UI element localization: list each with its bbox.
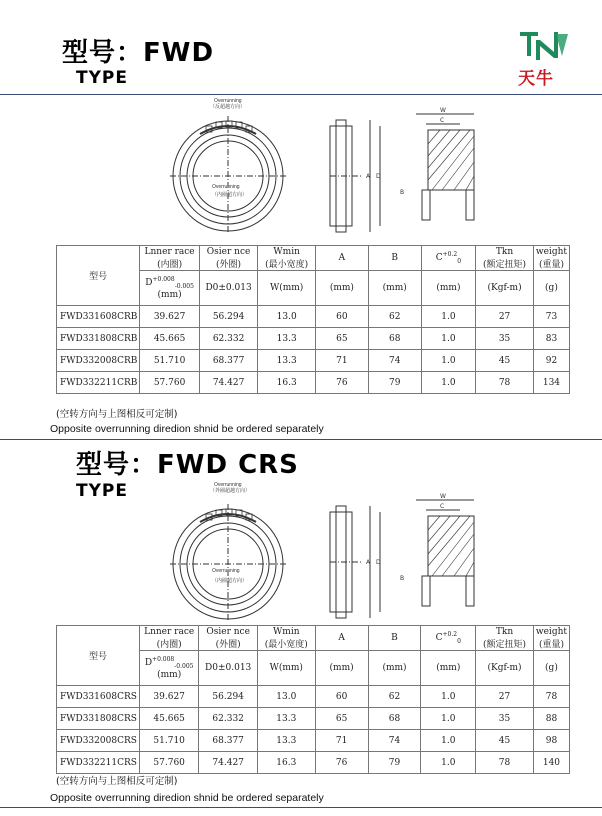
table-cell: FWD332211CRS	[57, 752, 140, 774]
table-row	[57, 328, 570, 350]
header-outer: Osier nce (外圈)	[199, 246, 257, 271]
unit-wmin: W(mm)	[257, 651, 315, 686]
header-b: B	[368, 246, 421, 271]
table-cell: FWD332008CRS	[57, 730, 140, 752]
table-cell: 74.427	[199, 372, 257, 394]
section-1-overrun-mid: Overrunning	[212, 184, 240, 190]
table-cell: 1.0	[421, 686, 476, 708]
brand-logo	[516, 26, 572, 94]
header-outer: Osier nce (外圈)	[199, 626, 258, 651]
section-1-rule	[0, 94, 602, 95]
header-a: A	[315, 246, 368, 271]
header-a: A	[315, 626, 368, 651]
table-cell: 98	[533, 730, 569, 752]
table-cell: 60	[315, 306, 368, 328]
section-2-label-b: B	[400, 575, 405, 582]
table-cell: 76	[315, 752, 368, 774]
table-cell: 74	[368, 730, 421, 752]
section-1-note-cn: (空转方向与上图相反可定制)	[56, 409, 178, 420]
table-cell: 62.332	[199, 328, 257, 350]
section-2-note-en: Opposite overrunning diredion shnid be ordered separately	[50, 792, 324, 804]
table-row	[57, 708, 570, 730]
table-cell: 68	[368, 708, 421, 730]
header-weight: weight (重量)	[533, 626, 569, 651]
section-2-label-d: D	[376, 559, 381, 566]
table-cell: FWD332211CRB	[57, 372, 140, 394]
section-2-label-a: A	[366, 559, 371, 566]
section-2-spec-table	[56, 625, 570, 774]
unit-tkn: (Kgf-m)	[476, 271, 534, 306]
table-cell: 45	[476, 350, 534, 372]
table-cell: 1.0	[421, 730, 476, 752]
brand-logo-text: 天牛	[518, 69, 554, 89]
unit-c: (mm)	[421, 651, 476, 686]
table-cell: FWD331808CRB	[57, 328, 140, 350]
unit-b: (mm)	[368, 271, 421, 306]
table-cell: 57.760	[139, 752, 199, 774]
table-cell: 45.665	[139, 708, 199, 730]
table-cell: 35	[476, 328, 534, 350]
section-1-note-en: Opposite overrunning diredion shnid be ordered separately	[50, 423, 324, 435]
table-cell: 39.627	[140, 306, 199, 328]
table-cell: 39.627	[139, 686, 199, 708]
section-divider	[0, 439, 602, 440]
table-cell: 13.3	[257, 730, 315, 752]
header-c: $C^{+0.2}_0$	[421, 626, 476, 651]
section-2-overrun-mid: Overrunning	[212, 568, 240, 574]
table-cell: 60	[315, 686, 368, 708]
table-row	[57, 730, 570, 752]
table-cell: 56.294	[199, 306, 257, 328]
table-cell: 1.0	[421, 752, 476, 774]
section-2-label-c: C	[440, 503, 445, 510]
unit-a: (mm)	[315, 271, 368, 306]
header-tkn: Tkn (额定扭矩)	[476, 626, 534, 651]
header-model: 型号	[57, 626, 140, 686]
unit-outer: D0±0.013	[199, 651, 258, 686]
table-cell: 78	[476, 752, 534, 774]
table-cell: 65	[315, 328, 368, 350]
table-cell: 1.0	[421, 708, 476, 730]
unit-inner: $D^{+0.008}_{-0.005}$ (mm)	[139, 651, 199, 686]
table-cell: 45	[476, 730, 534, 752]
header-weight: weight (重量)	[533, 246, 569, 271]
section-2-drawing	[170, 482, 500, 622]
header-c: $C^{+0.2}_0$	[421, 246, 476, 271]
section-2-overrun-top-cn: （外圈超越方向）	[210, 488, 251, 494]
table-cell: 13.3	[258, 350, 316, 372]
table-cell: 83	[533, 328, 569, 350]
section-1-title: 型号：FWD	[62, 38, 215, 68]
table-cell: 57.760	[140, 372, 199, 394]
section-1-label-a: A	[366, 173, 371, 180]
unit-outer: D0±0.013	[199, 271, 257, 306]
table-cell: 65	[315, 708, 368, 730]
table-cell: 13.0	[257, 686, 315, 708]
unit-weight: (g)	[533, 651, 569, 686]
section-1-subtitle: TYPE	[76, 68, 128, 88]
table-cell: 13.3	[257, 708, 315, 730]
section-1-overrun-top-cn: （反超越方向）	[210, 104, 246, 110]
section-1-label-b: B	[400, 189, 405, 196]
section-2-label-w: W	[440, 493, 446, 500]
table-cell: 62	[368, 306, 421, 328]
table-cell: 1.0	[421, 306, 476, 328]
section-1-label-c: C	[440, 117, 445, 124]
table-cell: 1.0	[421, 328, 476, 350]
table-cell: 27	[476, 686, 534, 708]
table-cell: 68	[368, 328, 421, 350]
header-inner: Lnner race (内圈)	[140, 246, 199, 271]
section-2-subtitle: TYPE	[76, 481, 128, 501]
table-cell: 78	[476, 372, 534, 394]
header-b: B	[368, 626, 421, 651]
table-cell: 56.294	[199, 686, 258, 708]
header-model: 型号	[57, 246, 140, 306]
table-row	[57, 686, 570, 708]
table-cell: 62.332	[199, 708, 258, 730]
table-cell: 134	[533, 372, 569, 394]
section-1-spec-table	[56, 245, 570, 394]
header-inner: Lnner race (内圈)	[139, 626, 199, 651]
table-cell: 1.0	[421, 372, 476, 394]
section-2-title: 型号：FWD CRS	[76, 450, 299, 480]
section-1-drawing	[170, 96, 500, 236]
brand-logo-mark	[516, 26, 572, 66]
table-cell: FWD331608CRS	[57, 686, 140, 708]
section-1-overrun-mid-cn: （内圈超方向）	[212, 192, 248, 198]
table-cell: 71	[315, 730, 368, 752]
table-cell: 45.665	[140, 328, 199, 350]
unit-c: (mm)	[421, 271, 476, 306]
table-cell: 74.427	[199, 752, 258, 774]
table-cell: FWD331608CRB	[57, 306, 140, 328]
unit-wmin: W(mm)	[258, 271, 316, 306]
table-cell: 92	[533, 350, 569, 372]
table-cell: 1.0	[421, 350, 476, 372]
table-cell: 27	[476, 306, 534, 328]
unit-tkn: (Kgf-m)	[476, 651, 534, 686]
table-cell: 140	[533, 752, 569, 774]
table-cell: 76	[315, 372, 368, 394]
table-cell: 51.710	[140, 350, 199, 372]
table-cell: 78	[533, 686, 569, 708]
table-row	[57, 752, 570, 774]
header-wmin: Wmin (最小宽度)	[258, 246, 316, 271]
table-cell: 74	[368, 350, 421, 372]
table-cell: 88	[533, 708, 569, 730]
table-row	[57, 372, 570, 394]
table-cell: 16.3	[257, 752, 315, 774]
unit-a: (mm)	[315, 651, 368, 686]
table-row	[57, 306, 570, 328]
table-cell: 71	[315, 350, 368, 372]
section-2-note-cn: (空转方向与上图相反可定制)	[56, 776, 178, 787]
table-row	[57, 350, 570, 372]
unit-inner: $D^{+0.008}_{-0.005}$ (mm)	[140, 271, 199, 306]
table-cell: 79	[368, 752, 421, 774]
table-cell: 13.3	[258, 328, 316, 350]
table-cell: 68.377	[199, 730, 258, 752]
section-2-overrun-mid-cn: （内圈超方向）	[212, 578, 248, 584]
table-cell: 79	[368, 372, 421, 394]
table-cell: 73	[533, 306, 569, 328]
footer-rule	[0, 807, 602, 808]
unit-weight: (g)	[533, 271, 569, 306]
table-cell: FWD331808CRS	[57, 708, 140, 730]
header-tkn: Tkn (额定扭矩)	[476, 246, 534, 271]
table-cell: 51.710	[139, 730, 199, 752]
table-cell: 13.0	[258, 306, 316, 328]
section-2-overrun-top: Overrunning	[214, 482, 242, 488]
table-cell: 68.377	[199, 350, 257, 372]
section-1-overrun-top: Overrunning	[214, 98, 242, 104]
table-cell: 62	[368, 686, 421, 708]
table-cell: 16.3	[258, 372, 316, 394]
header-wmin: Wmin (最小宽度)	[257, 626, 315, 651]
table-cell: FWD332008CRB	[57, 350, 140, 372]
section-1-label-d: D	[376, 173, 381, 180]
section-1-label-w: W	[440, 107, 446, 114]
table-cell: 35	[476, 708, 534, 730]
unit-b: (mm)	[368, 651, 421, 686]
